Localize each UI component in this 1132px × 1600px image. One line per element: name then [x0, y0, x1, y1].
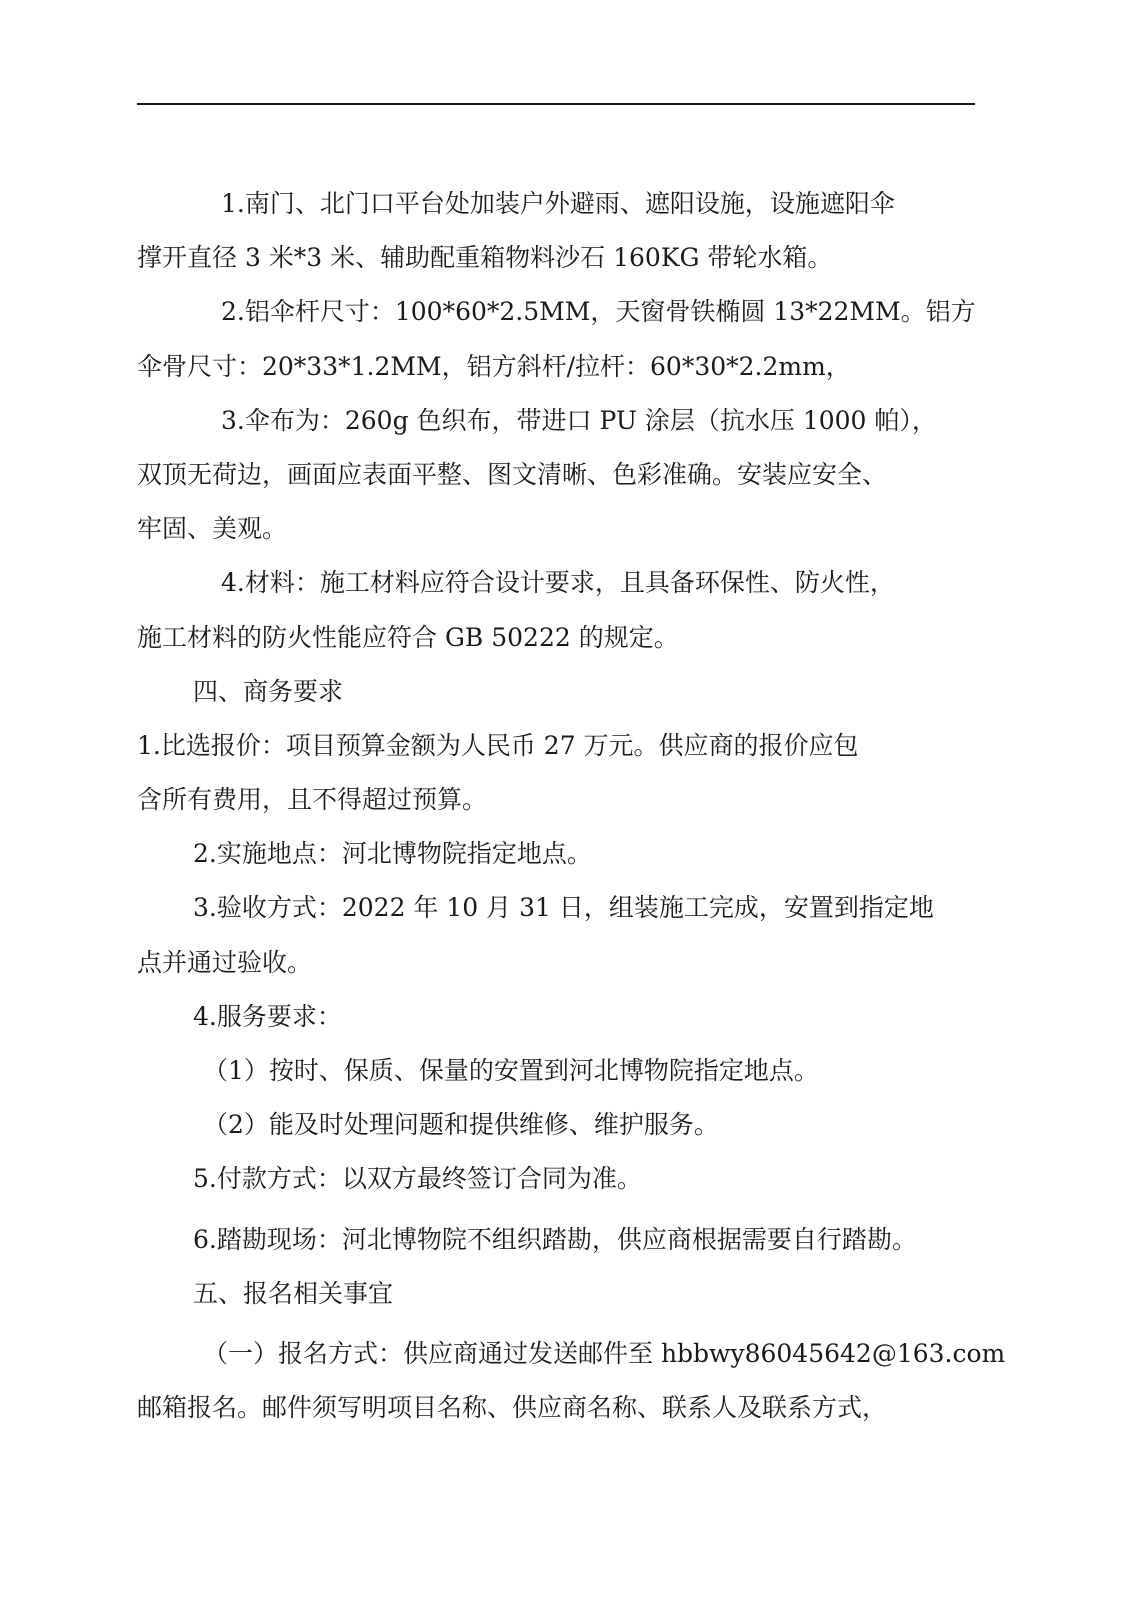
text-line: 伞骨尺寸：20*33*1.2MM，铝方斜杆/拉杆：60*30*2.2mm，	[137, 351, 851, 381]
text-line: （1）按时、保质、保量的安置到河北博物院指定地点。	[203, 1056, 819, 1085]
text-line: 2.实施地点：河北博物院指定地点。	[193, 839, 592, 869]
text-line: 含所有费用，且不得超过预算。	[137, 785, 488, 815]
text-line: 1.比选报价：项目预算金额为人民币 27 万元。供应商的报价应包	[137, 730, 859, 760]
text-line: 双顶无荷边，画面应表面平整、图文清晰、色彩准确。安装应安全、	[137, 459, 888, 489]
text-line: 2.铝伞杆尺寸：100*60*2.5MM，天窗骨铁椭圆 13*22MM。铝方	[221, 297, 976, 327]
text-line: 3.验收方式：2022 年 10 月 31 日，组装施工完成，安置到指定地	[193, 893, 934, 923]
text-line: 6.踏勘现场：河北博物院不组织踏勘，供应商根据需要自行踏勘。	[193, 1224, 917, 1254]
text-line: （2）能及时处理问题和提供维修、维护服务。	[203, 1110, 719, 1140]
text-line: （一）报名方式：供应商通过发送邮件至 hbbwy86045642@163.com	[203, 1338, 1006, 1368]
section-heading: 四、商务要求	[193, 676, 344, 706]
text-line: 4.服务要求：	[193, 1001, 342, 1031]
text-line: 撑开直径 3 米*3 米、辅助配重箱物料沙石 160KG 带轮水箱。	[137, 243, 833, 273]
section-heading: 五、报名相关事宜	[193, 1278, 394, 1308]
text-line: 3.伞布为：260g 色织布，带进口 PU 涂层（抗水压 1000 帕），	[221, 405, 937, 435]
text-line: 4.材料：施工材料应符合设计要求，且具备环保性、防火性，	[221, 568, 895, 598]
header-rule	[137, 103, 975, 105]
text-line: 邮箱报名。邮件须写明项目名称、供应商名称、联系人及联系方式，	[137, 1393, 888, 1423]
text-line: 施工材料的防火性能应符合 GB 50222 的规定。	[137, 622, 679, 652]
text-line: 5.付款方式：以双方最终签订合同为准。	[193, 1164, 642, 1194]
text-line: 1.南门、北门口平台处加装户外避雨、遮阳设施，设施遮阳伞	[221, 189, 895, 218]
text-line: 牢固、美观。	[137, 514, 288, 544]
text-line: 点并通过验收。	[137, 947, 313, 977]
document-body	[137, 177, 1006, 1435]
